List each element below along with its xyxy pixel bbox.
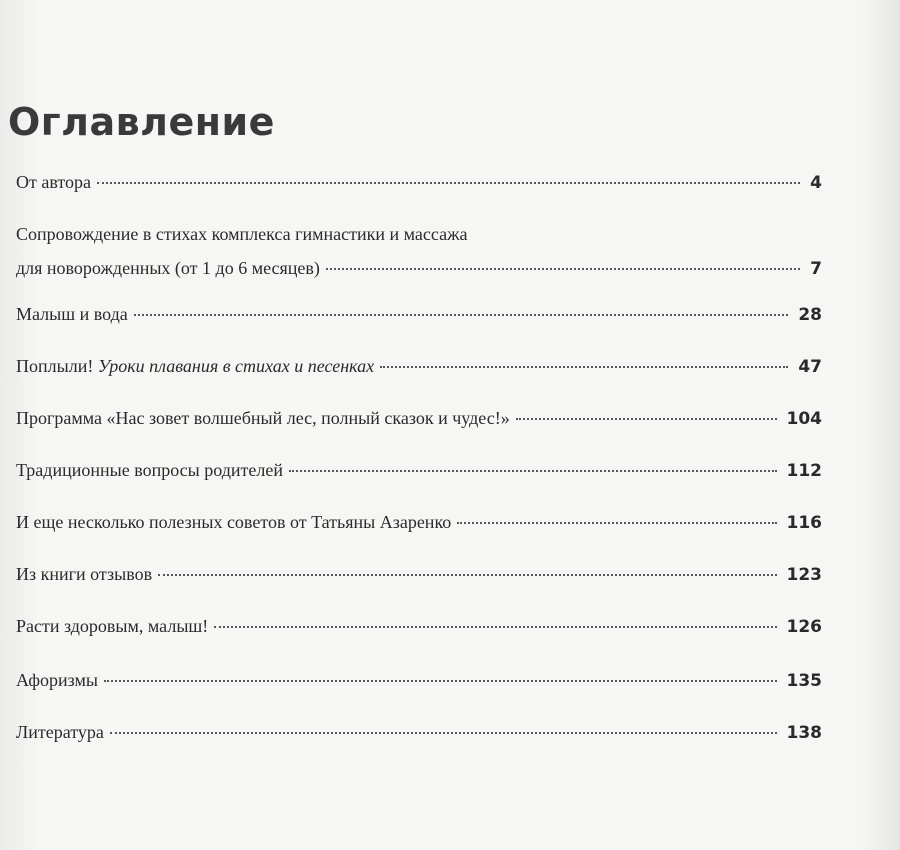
toc-entry-title: Малыш и вода	[16, 304, 128, 324]
toc-page-number: 123	[786, 565, 822, 585]
toc-entry-program	[16, 408, 822, 428]
toc-entry-main-title: Поплыли!	[16, 356, 94, 376]
toc-page-number: 135	[786, 671, 822, 691]
toc-entry-title: для новорожденных (от 1 до 6 месяцев)	[16, 258, 320, 278]
toc-page-number: 126	[786, 617, 822, 637]
toc-entry-questions	[16, 460, 822, 480]
toc-page-number: 4	[810, 173, 822, 193]
toc-entry-title: Традиционные вопросы родителей	[16, 460, 283, 480]
toc-entry-title	[16, 356, 374, 376]
toc-entry-grow-healthy	[16, 616, 822, 636]
toc-entry-aphorisms	[16, 670, 822, 690]
toc-page-number: 112	[786, 461, 822, 481]
toc-entry-author	[16, 172, 822, 192]
dot-leader	[457, 522, 776, 524]
toc-entry-subtitle: Уроки плавания в стихах и песенках	[97, 356, 375, 376]
toc-entry-title: Афоризмы	[16, 670, 98, 690]
toc-entry-title-line1: Сопровождение в стихах комплекса гимнастики и массажа	[16, 224, 468, 244]
toc-entry-title: Программа «Нас зовет волшебный лес, полный сказок и чудес!»	[16, 408, 510, 428]
toc-entry-title: Расти здоровым, малыш!	[16, 616, 209, 636]
toc-page-number: 7	[810, 259, 822, 279]
dot-leader	[326, 268, 800, 270]
toc-page-number: 116	[786, 513, 822, 533]
toc-entry-baby-and-water	[16, 304, 822, 324]
page-title: Оглавление	[8, 100, 275, 144]
dot-leader	[97, 182, 800, 184]
dot-leader	[380, 366, 788, 368]
toc-page-number: 138	[786, 723, 822, 743]
dot-leader	[110, 732, 777, 734]
toc-entry-advice	[16, 512, 822, 532]
toc-page-number: 28	[798, 305, 822, 325]
toc-page-number: 104	[786, 409, 822, 429]
dot-leader	[289, 470, 777, 472]
toc-entry-swimming	[16, 356, 822, 376]
dot-leader	[516, 418, 777, 420]
dot-leader	[104, 680, 777, 682]
dot-leader	[134, 314, 789, 316]
toc-entry-literature	[16, 722, 822, 742]
toc-entry-title: От автора	[16, 172, 92, 192]
toc-entry-title: Из книги отзывов	[16, 564, 153, 584]
toc-entry-title: И еще несколько полезных советов от Татьяны Азаренко	[16, 512, 452, 532]
toc-page-number: 47	[798, 357, 822, 377]
toc-entry-gymnastics	[16, 224, 822, 278]
toc-entry-reviews	[16, 564, 822, 584]
toc-entry-title: Литература	[16, 722, 104, 742]
dot-leader	[214, 626, 776, 628]
dot-leader	[158, 574, 776, 576]
